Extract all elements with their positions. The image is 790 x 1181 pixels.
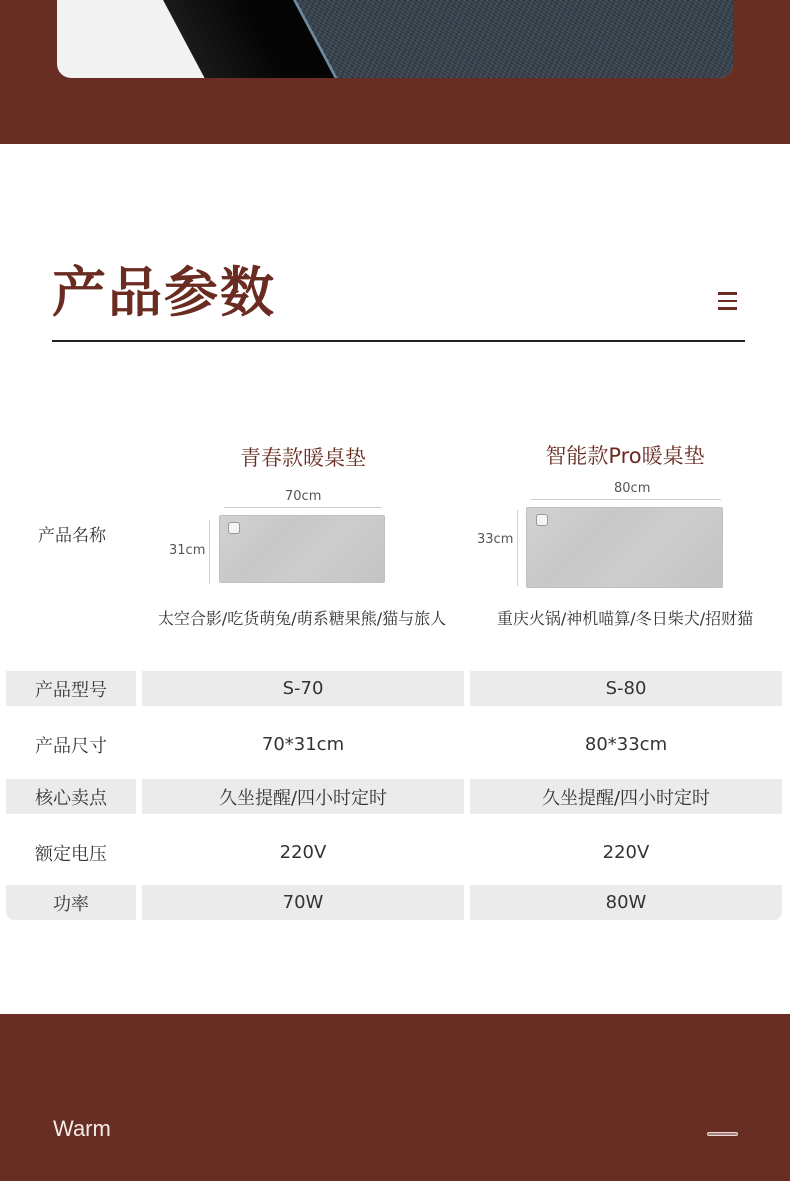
variant-list-youth: 太空合影/吃货萌兔/萌系糖果熊/猫与旅人 — [157, 609, 447, 628]
cell-size-youth: 70*31cm — [261, 734, 345, 755]
power-button-icon — [536, 514, 548, 526]
cell-feature-youth: 久坐提醒/四小时定时 — [142, 779, 464, 814]
variant-list-pro: 重庆火锅/神机喵算/冬日柴犬/招财猫 — [496, 609, 754, 628]
cell-voltage-youth: 220V — [279, 842, 327, 863]
cell-size-pro: 80*33cm — [584, 734, 668, 755]
dash-indicator-icon — [707, 1132, 738, 1136]
width-dimension-label: 80cm — [614, 481, 651, 496]
row-label-power: 功率 — [6, 885, 136, 920]
width-dimension-label: 70cm — [285, 489, 322, 504]
power-button-icon — [228, 522, 240, 534]
cell-feature-pro: 久坐提醒/四小时定时 — [470, 779, 782, 814]
cell-power-youth: 70W — [142, 885, 464, 920]
menu-bar — [718, 300, 737, 303]
desk-mat-image-youth — [219, 515, 385, 583]
menu-bar — [718, 292, 737, 295]
hamburger-menu-icon[interactable] — [718, 292, 738, 310]
row-label-model: 产品型号 — [6, 671, 136, 706]
row-label-size: 产品尺寸 — [35, 735, 107, 757]
product-title-pro: 智能款Pro暖桌垫 — [545, 444, 705, 468]
height-dimension-line — [209, 520, 210, 584]
row-label-product-name: 产品名称 — [38, 526, 106, 546]
cell-voltage-pro: 220V — [602, 842, 650, 863]
height-dimension-label: 31cm — [169, 543, 206, 558]
width-dimension-line — [224, 507, 382, 508]
bottom-banner — [0, 1014, 790, 1181]
cell-model-youth: S-70 — [142, 671, 464, 706]
menu-bar — [718, 307, 737, 310]
footer-word: Warm — [53, 1116, 111, 1141]
row-label-voltage: 额定电压 — [35, 843, 107, 865]
photo-fabric-texture — [288, 0, 733, 78]
row-label-key-feature: 核心卖点 — [6, 779, 136, 814]
section-title: 产品参数 — [52, 261, 276, 324]
height-dimension-line — [517, 510, 518, 586]
cell-model-pro: S-80 — [470, 671, 782, 706]
top-banner — [0, 0, 790, 144]
product-title-youth: 青春款暖桌垫 — [240, 446, 366, 470]
desk-mat-image-pro — [526, 507, 723, 588]
height-dimension-label: 33cm — [477, 532, 514, 547]
width-dimension-line — [531, 499, 721, 500]
cell-power-pro: 80W — [470, 885, 782, 920]
title-divider — [52, 340, 745, 342]
product-photo — [57, 0, 733, 78]
